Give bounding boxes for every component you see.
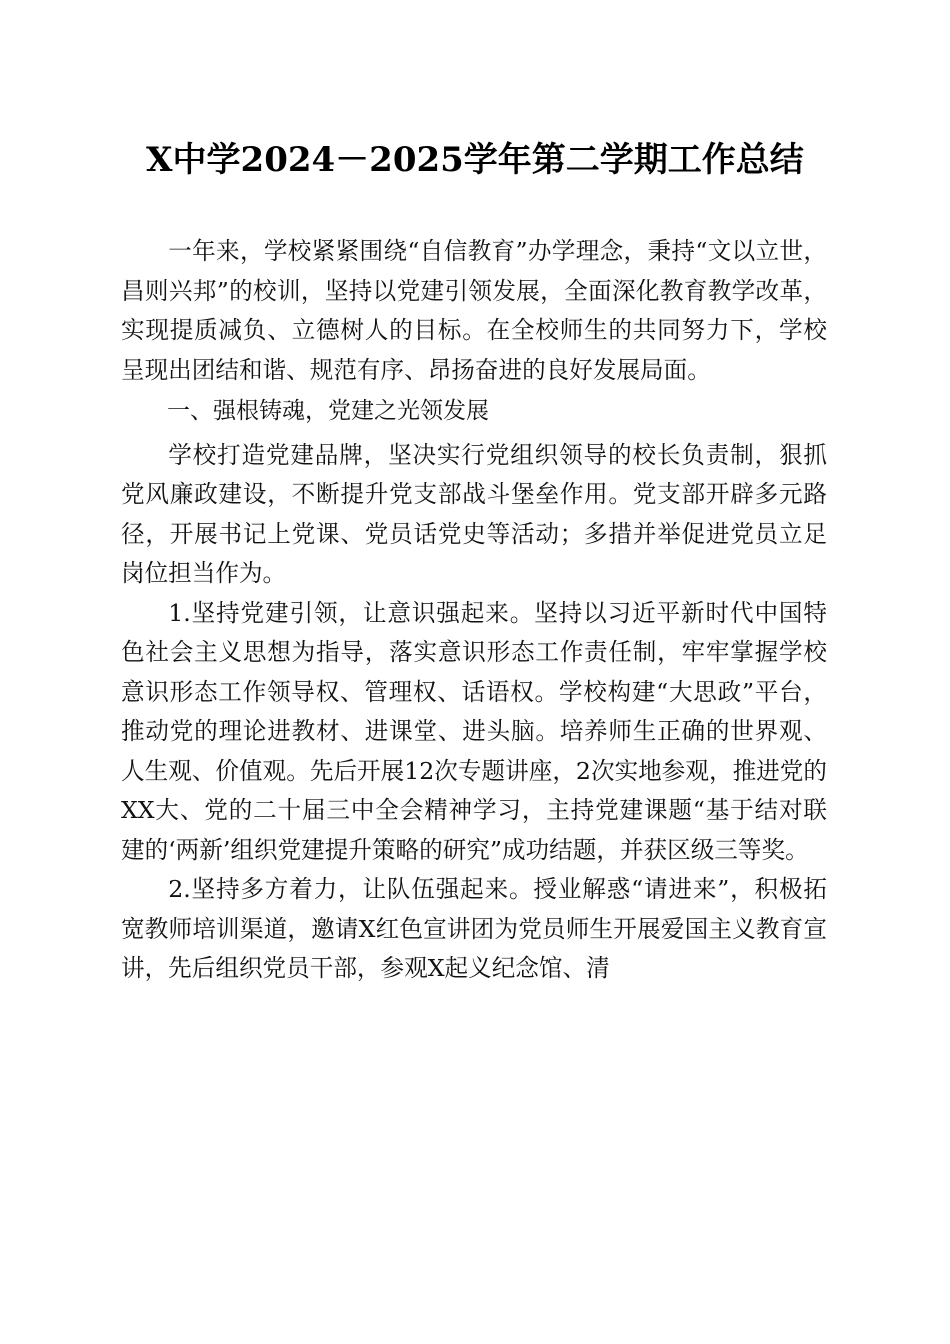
section-heading: 一、强根铸魂，党建之光领发展 [167,398,489,424]
item-paragraph-1: 1.坚持党建引领，让意识强起来。坚持以习近平新时代中国特色社会主义思想为指导，落实意识形态工作责任制，牢牢掌握学校意识形态工作领导权、管理权、话语权。学校构建“大思政”平台，推动党的理论进教材、进课堂、进头脑。培养师生正确的世界观、人生观、价值观。先后开展12次专题讲座，2次实地参观，推进党的XX大、党的二十届三中全会精神学习，主持党建课题“基于结对联建的‘两新’组织党建提升策略的研究”成功结题，并获区级三等奖。 [121,598,827,864]
item-paragraph-2: 2.坚持多方着力，让队伍强起来。授业解惑“请进来”，积极拓宽教师培训渠道，邀请X红色宣讲团为党员师生开展爱国主义教育宣讲，先后组织党员干部，参观X起义纪念馆、清 [121,875,827,982]
section-paragraph: 学校打造党建品牌，坚决实行党组织领导的校长负责制，狠抓党风廉政建设，不断提升党支部战斗堡垒作用。党支部开辟多元路径，开展书记上党课、党员话党史等活动；多措并举促进党员立足岗位担当作为。 [121,440,827,587]
document-body [121,232,827,989]
document-title: X中学2024－2025学年第二学期工作总结 [146,140,804,180]
intro-paragraph: 一年来，学校紧紧围绕“自信教育”办学理念，秉持“文以立世，昌则兴邦”的校训，坚持以党建引领发展，全面深化教育教学改革，实现提质减负、立德树人的目标。在全校师生的共同努力下，学校呈现出团结和谐、规范有序、昂扬奋进的良好发展局面。 [121,237,827,384]
